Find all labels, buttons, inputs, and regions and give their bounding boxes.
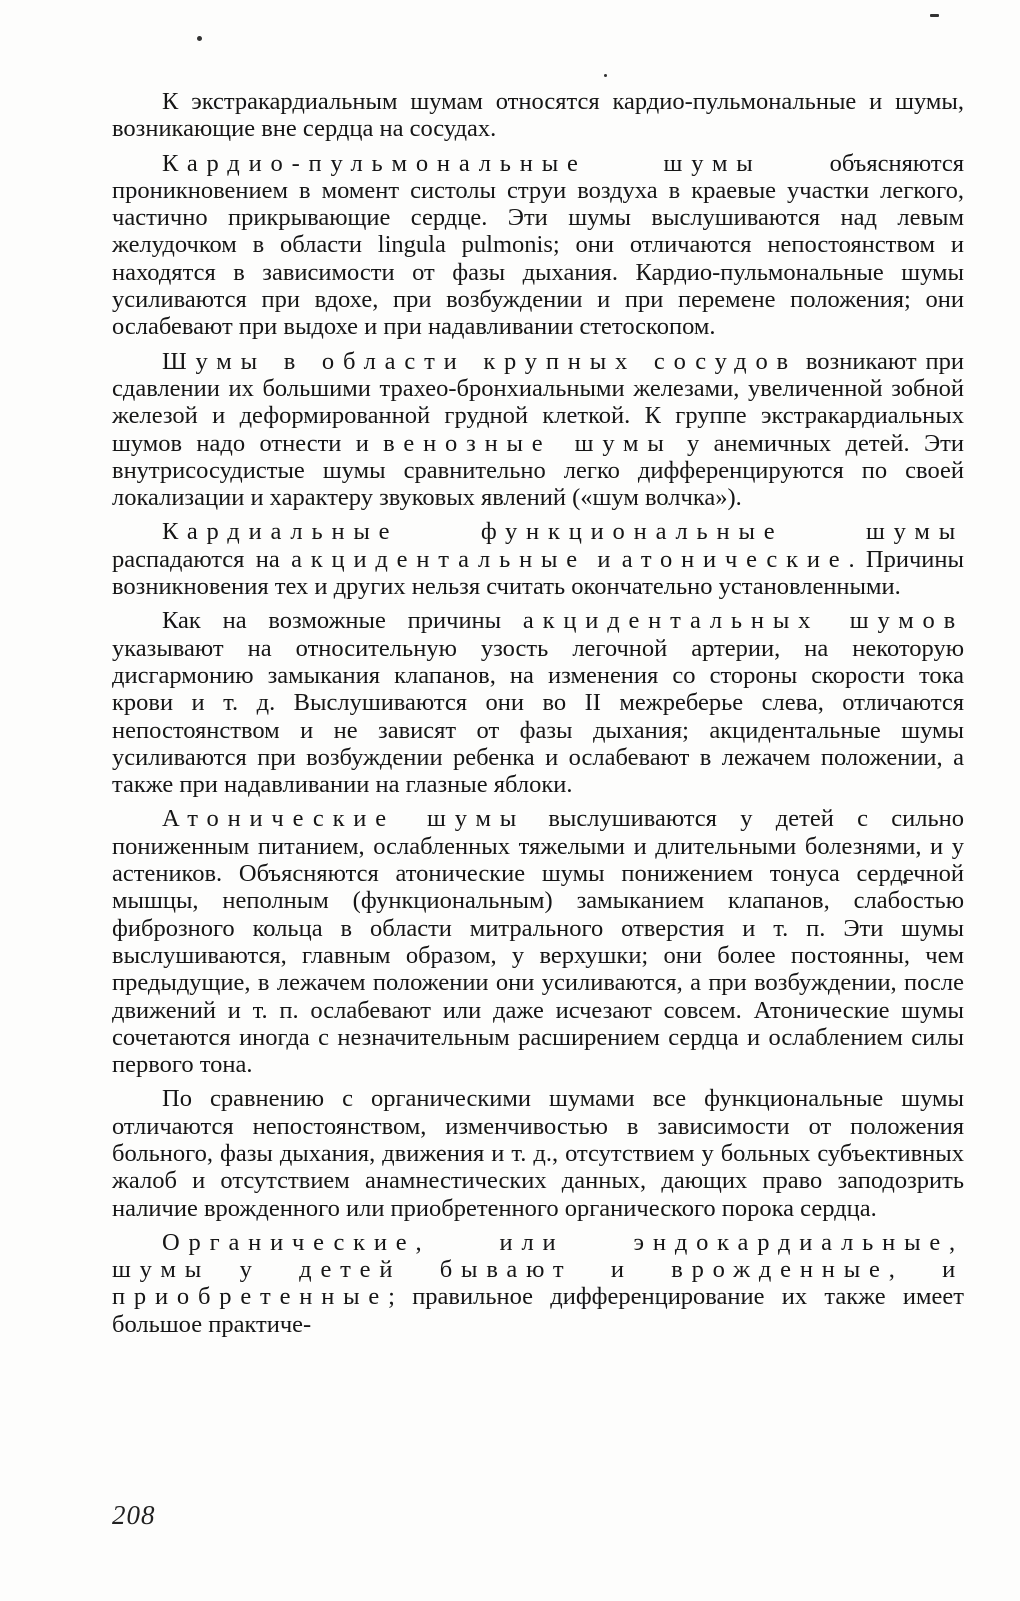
text-run: объясняются проникновением в момент систолы струи воздуха в краевые участки легкого, частично прикрывающие сердце. Эти шумы выслушиваются над левым желудочком в области lingula pulmonis; они отличаются непостоянством и находятся в зависимости от фазы дыхания. Кардио-пульмональные шумы усиливаются при вдохе, при возбуждении и при перемене положения; они ослабевают при выдохе и при надавливании стетоскопом. xyxy=(112,149,964,341)
spaced-emphasis-text: Органические, или эндокардиальные, шумы xyxy=(112,1228,964,1284)
paragraph xyxy=(112,150,964,341)
paragraph xyxy=(112,518,964,600)
print-speck xyxy=(930,14,939,17)
spaced-emphasis-text: атонические xyxy=(621,545,849,573)
text-run: у анемичных детей. Эти внутрисосудистые шумы сравнительно легко дифференцируются по своей локализации и характеру звуковых явлений («шум волчка»). xyxy=(112,429,964,512)
print-speck xyxy=(197,36,202,41)
text-run: возникают при сдавлении их большими трахео-бронхиальными железами, увеличенной зобной железой и деформированной грудной клеткой. К группе экстракардиальных шумов надо отнести и xyxy=(112,347,964,457)
page-number: 208 xyxy=(112,1500,156,1530)
text-run: выслушиваются у детей с сильно пониженным питанием, ослабленных тяжелыми и длительными болезнями, и у астеников. Объясняются атонические шумы понижением тонуса сердечной мышцы, неполным (функциональным) замыканием клапанов, слабостью фиброзного кольца в области митрального отверстия и т. п. Эти шумы выслушиваются, главным образом, у верхушки; они более постоянны, чем предыдущие, в лежачем положении они усиливаются, а при возбуждении, после движений и т. п. ослабевают или даже исчезают совсем. Атонические шумы сочетаются иногда с незначительным расширением сердца и ослаблением силы первого тона. xyxy=(112,805,964,1079)
text-run: указывают на относительную узость легочной артерии, на некоторую дисгармонию замыкания клапанов, на изменения со стороны скорости тока крови и т. д. Выслушиваются они во II межреберье слева, отличаются непостоянством и не зависят от фазы дыхания; акцидентальные шумы усиливаются при возбуждении ребенка и ослабевают в лежачем положении, а также при надавливании на глазные яблоки. xyxy=(112,634,964,799)
text-run: и xyxy=(585,545,622,573)
spaced-emphasis-text: у детей бывают и врожденные, и приобретенные xyxy=(112,1256,965,1311)
paragraph xyxy=(112,88,964,143)
text-run: Как на возможные причины xyxy=(162,607,523,635)
spaced-emphasis-text: Шумы в области крупных сосудов xyxy=(162,347,797,375)
text-run xyxy=(210,1256,240,1283)
text-run: распадаются на xyxy=(112,545,292,573)
spaced-emphasis-text: Кардио-пульмональные шумы xyxy=(162,149,762,177)
text-run: . Причины возникновения тех и других нельзя считать окончательно установленными. xyxy=(112,545,964,601)
spaced-emphasis-text: Атонические шумы xyxy=(162,805,526,833)
print-speck xyxy=(604,74,607,77)
paragraph xyxy=(112,607,964,798)
spaced-emphasis-text: Кардиальные функциональные шумы xyxy=(162,518,964,546)
spaced-emphasis-text: акцидентальных шумов xyxy=(522,607,964,635)
paragraph xyxy=(112,348,964,512)
text-run: К экстракардиальным шумам относятся кардио-пульмональные и шумы, возникающие вне сердца на сосудах. xyxy=(112,88,964,143)
spaced-emphasis-text: венозные шумы xyxy=(383,429,673,457)
paragraph xyxy=(112,805,964,1078)
spaced-emphasis-text: акцидентальные xyxy=(291,545,586,573)
text-run: По сравнению с органическими шумами все функциональные шумы отличаются непостоянством, изменчивостью в зависимости от положения больного, фазы дыхания, движения и т. д., отсутствием у больных субъективных жалоб и отсутствием анамнестических данных, дающих право заподозрить наличие врожденного или приобретенного органического порока сердца. xyxy=(112,1085,964,1222)
paragraph xyxy=(112,1085,964,1221)
text-run: ; правильное дифференцирование их также имеет большое практиче- xyxy=(112,1283,964,1338)
body-text xyxy=(112,88,964,1345)
paragraph xyxy=(112,1229,964,1338)
